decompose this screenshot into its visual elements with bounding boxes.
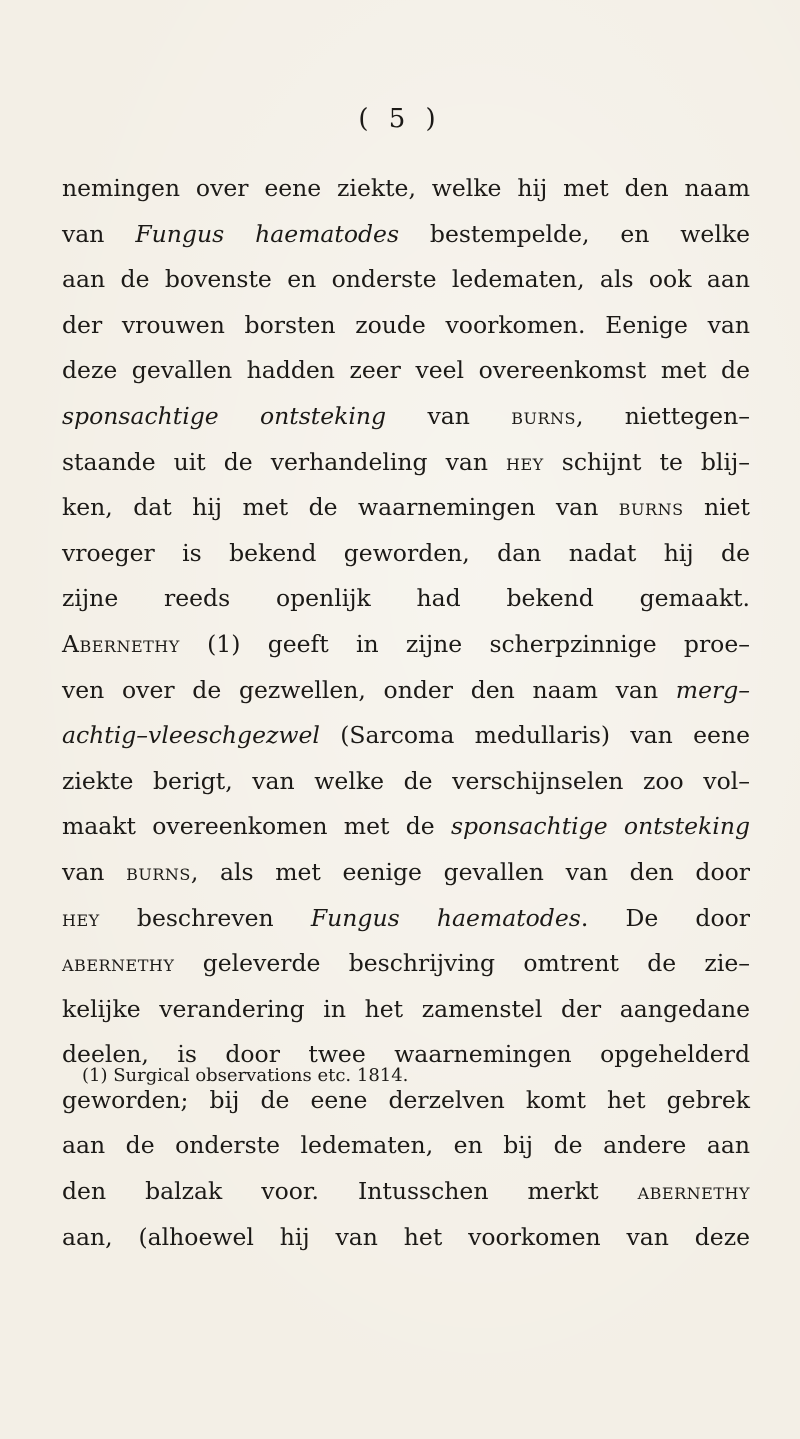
- text-run: bestempelde, en welke: [399, 219, 750, 248]
- text-line: [62, 348, 750, 394]
- footnote: (1) Surgical observations etc. 1814.: [82, 1065, 409, 1086]
- text-line: [62, 850, 750, 896]
- text-run: beschreven: [99, 903, 311, 932]
- text-line: [62, 440, 750, 486]
- text-line: [62, 166, 750, 212]
- text-line: [62, 804, 750, 850]
- text-line: [62, 622, 750, 668]
- text-run: van: [62, 857, 127, 886]
- text-run: aan de bovenste en onderste ledematen, als ook aan: [62, 265, 750, 294]
- text-run: ken, dat hij met de waarnemingen van: [62, 493, 619, 522]
- text-line: [62, 303, 750, 349]
- smallcaps-name: Abernethy: [62, 629, 180, 658]
- smallcaps-name: hey: [506, 447, 544, 476]
- text-run: aan, (alhoewel hij van het voorkomen van deze: [62, 1222, 750, 1251]
- text-line: [62, 576, 750, 622]
- text-run: staande uit de verhandeling van: [62, 447, 507, 476]
- text-run: zijne reeds openlijk had bekend gemaakt.: [62, 584, 750, 613]
- text-run: geworden; bij de eene derzelven komt het gebrek: [62, 1085, 750, 1114]
- text-run: deze gevallen hadden zeer veel overeenkomst met de: [62, 356, 750, 385]
- text-run: maakt overeenkomen met de: [62, 812, 451, 841]
- smallcaps-name: burns: [618, 493, 684, 522]
- smallcaps-name: abernethy: [62, 949, 175, 978]
- text-line: [62, 1123, 750, 1169]
- text-line: [62, 987, 750, 1033]
- text-line: [62, 394, 750, 440]
- italic-text: merg–: [675, 675, 750, 704]
- body-text: [62, 166, 750, 1260]
- smallcaps-name: hey: [62, 903, 100, 932]
- text-line: [62, 713, 750, 759]
- italic-text: sponsachtige ontsteking: [450, 812, 750, 841]
- smallcaps-name: burns: [511, 401, 576, 430]
- text-run: niet: [683, 493, 750, 522]
- text-line: [62, 1215, 750, 1261]
- smallcaps-name: abernethy: [637, 1177, 750, 1206]
- text-line: [62, 257, 750, 303]
- text-run: der vrouwen borsten zoude voorkomen. Eenige van: [62, 310, 750, 339]
- text-run: kelijke verandering in het zamenstel der aangedane: [62, 994, 750, 1023]
- text-line: [62, 531, 750, 577]
- page-number: ( 5 ): [358, 104, 442, 134]
- text-line: [62, 941, 750, 987]
- text-run: deelen, is door twee waarnemingen opgehelderd: [62, 1040, 750, 1069]
- text-run: vroeger is bekend geworden, dan nadat hij de: [62, 538, 750, 567]
- text-run: van: [386, 401, 512, 430]
- text-run: , niettegen–: [575, 401, 750, 430]
- text-run: ven over de gezwellen, onder den naam van: [62, 675, 676, 704]
- text-run: , als met eenige gevallen van den door: [190, 857, 750, 886]
- text-run: van: [62, 219, 136, 248]
- italic-text: Fungus haematodes: [135, 219, 400, 248]
- text-line: [62, 1169, 750, 1215]
- italic-text: achtig–vleeschgezwel: [62, 721, 320, 750]
- text-run: (1) geeft in zijne scherpzinnige proe–: [179, 629, 750, 658]
- text-line: [62, 668, 750, 714]
- text-run: . De door: [580, 903, 751, 932]
- text-line: [62, 759, 750, 805]
- smallcaps-name: burns: [126, 857, 191, 886]
- text-run: ziekte berigt, van welke de verschijnselen zoo vol–: [62, 766, 750, 795]
- text-run: schijnt te blij–: [543, 447, 750, 476]
- text-run: geleverde beschrijving omtrent de zie–: [174, 949, 750, 978]
- italic-text: Fungus haematodes: [310, 903, 581, 932]
- text-line: [62, 485, 750, 531]
- text-line: [62, 212, 750, 258]
- text-run: (Sarcoma medullaris) van eene: [319, 721, 750, 750]
- text-run: aan de onderste ledematen, en bij de andere aan: [62, 1131, 750, 1160]
- text-run: nemingen over eene ziekte, welke hij met den naam: [62, 174, 750, 202]
- italic-text: sponsachtige ontsteking: [62, 401, 387, 430]
- text-run: den balzak voor. Intusschen merkt: [62, 1177, 638, 1206]
- text-line: [62, 896, 750, 942]
